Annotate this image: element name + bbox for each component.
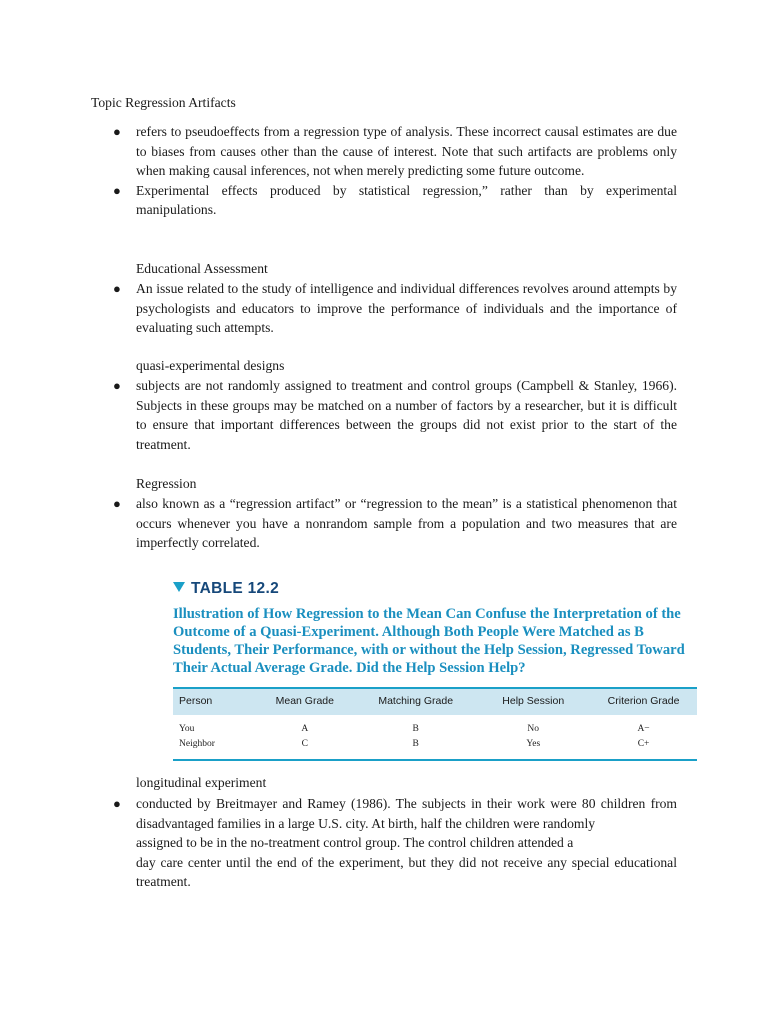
table-cell: B: [355, 737, 476, 760]
table-cell: Neighbor: [173, 737, 255, 760]
table-cell: No: [527, 724, 540, 734]
bullet-text: refers to pseudoeffects from a regression type of analysis. These incorrect causal estimates are due to biases from causes other than the cause of interest. Note that such artifacts are problems only when making causal inferences, not when merely predicting some future outcome.: [136, 124, 677, 178]
table-label: [173, 578, 697, 600]
table-row: [173, 715, 697, 737]
table-label-text: TABLE 12.2: [191, 580, 279, 597]
list-item: [113, 181, 677, 220]
section-heading: quasi-experimental designs: [136, 358, 285, 373]
topic-title: Topic Regression Artifacts: [91, 95, 236, 110]
section-bullet-list: [113, 494, 677, 553]
table-cell: Yes: [476, 737, 590, 760]
bullet-icon: ●: [113, 281, 121, 296]
table-header-row: [173, 688, 697, 715]
section-heading: Educational Assessment: [136, 261, 268, 276]
bullet-icon: ●: [113, 378, 121, 393]
table-caption: Illustration of How Regression to the Mean Can Confuse the Interpretation of the Outcome of a Quasi-Experiment. Although Both People Were Matched as B Students, Their Performance, with or without the Help Session, Regressed Toward Their Actual Average Grade. Did the Help Session Help?: [173, 606, 685, 676]
list-item: [113, 376, 677, 454]
data-table: [173, 687, 697, 761]
column-header: Criterion Grade: [590, 688, 697, 715]
bullet-text: Experimental effects produced by statistical regression,” rather than by experimental manipulations.: [136, 182, 677, 217]
list-item: [113, 122, 677, 181]
section-heading: Regression: [136, 476, 197, 491]
section-bullet-list: [113, 279, 677, 338]
section-bullet-list: [113, 376, 677, 454]
list-item: [113, 494, 677, 553]
column-header: Help Session: [476, 688, 590, 715]
bullet-text: An issue related to the study of intelligence and individual differences revolves around attempts by psychologists and educators to improve the performance of individuals and the importance of evaluating such attempts.: [136, 281, 677, 335]
bullet-icon: ●: [113, 796, 121, 811]
section-heading: longitudinal experiment: [136, 775, 267, 790]
table-cell: C+: [590, 737, 697, 760]
list-item: [113, 279, 677, 338]
bullet-icon: ●: [113, 124, 121, 139]
column-header: Matching Grade: [355, 688, 476, 715]
bullet-icon: ●: [113, 182, 121, 198]
table-cell: A: [301, 724, 309, 734]
bullet-icon: ●: [113, 496, 121, 511]
section-bullet-list: [113, 794, 677, 892]
bullet-text: also known as a “regression artifact” or “regression to the mean” is a statistical phenomenon that occurs whenever you have a nonrandom sample from a population and two measures that are imperfectly correlated.: [136, 496, 677, 550]
triangle-down-icon: [173, 582, 185, 592]
intro-bullet-list: [113, 122, 677, 220]
table-cell: B: [412, 724, 419, 734]
table-row: [173, 737, 697, 760]
bullet-text: subjects are not randomly assigned to treatment and control groups (Campbell & Stanley, 1966). Subjects in these groups may be matched on a number of factors by a researcher, but it is difficult to ensure that important differences between the groups did not exist prior to the start of the treatment.: [136, 378, 677, 452]
table-cell: C: [255, 737, 355, 760]
column-header: Mean Grade: [255, 688, 355, 715]
bullet-text-continued: assigned to be in the no-treatment control group. The control children attended a: [136, 835, 574, 850]
bullet-text: conducted by Breitmayer and Ramey (1986). The subjects in their work were 80 children from disadvantaged families in a large U.S. city. At birth, half the children were randomly: [136, 796, 677, 831]
list-item: [113, 794, 677, 892]
table-cell: A−: [637, 724, 650, 734]
column-header: Person: [173, 688, 255, 715]
table-figure: [173, 578, 697, 761]
table-cell: You: [179, 724, 195, 734]
bullet-text-continued: day care center until the end of the experiment, but they did not receive any special educational treatment.: [136, 854, 677, 889]
